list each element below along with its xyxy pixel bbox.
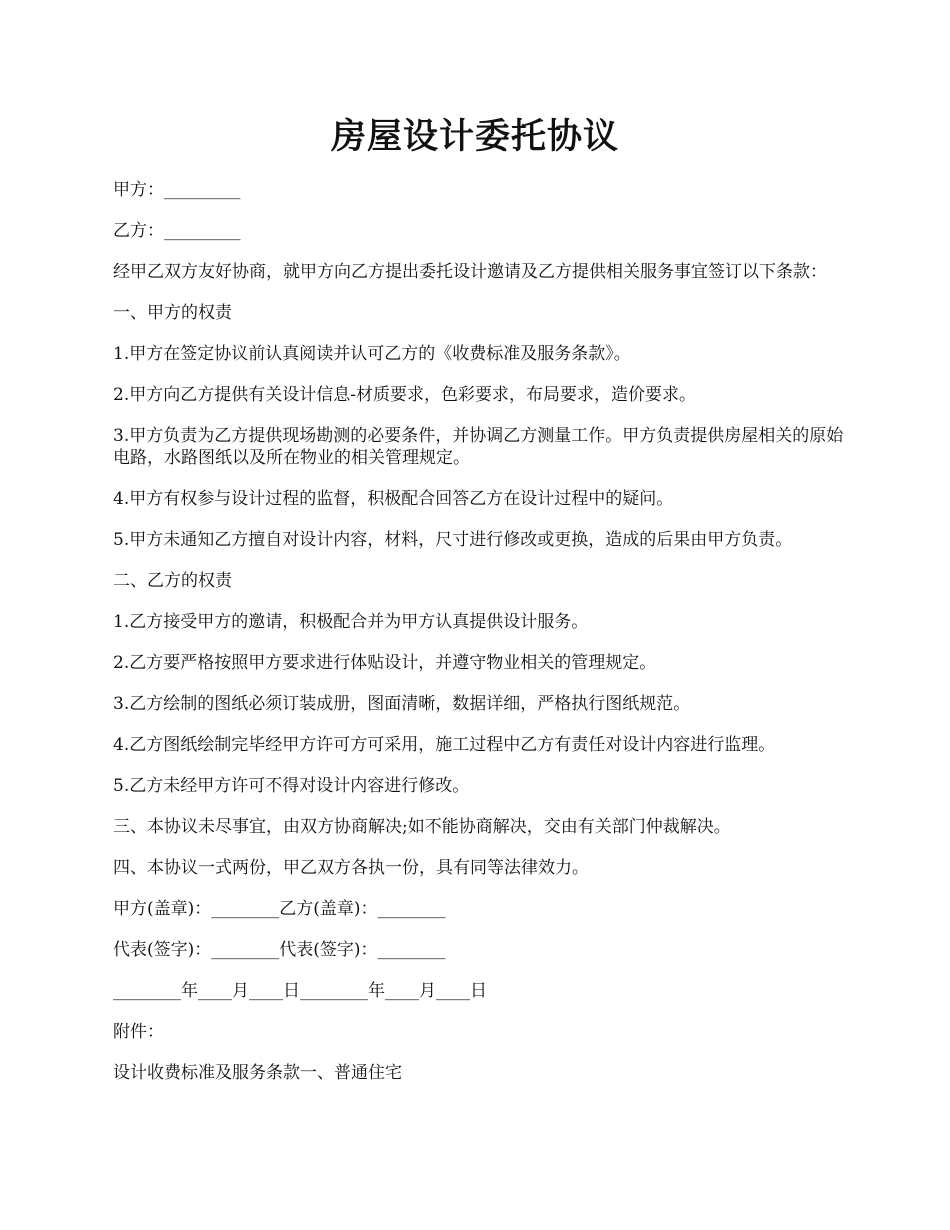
section-heading-party-b: 二、乙方的权责 <box>113 571 232 591</box>
clause-b-5: 5.乙方未经甲方许可不得对设计内容进行修改。 <box>113 776 470 796</box>
intro-paragraph: 经甲乙双方友好协商，就甲方向乙方提出委托设计邀请及乙方提供相关服务事宜签订以下条款： <box>113 262 827 282</box>
clause-b-4: 4.乙方图纸绘制完毕经甲方许可方可采用，施工过程中乙方有责任对设计内容进行监理。 <box>113 735 776 755</box>
attachment-title: 设计收费标准及服务条款一、普通住宅 <box>113 1063 402 1083</box>
document-title: 房屋设计委托协议 <box>330 116 619 157</box>
party-a-line: 甲方：_________ <box>113 180 241 200</box>
date-line: ________年____月____日________年____月____日 <box>113 981 487 1001</box>
clause-b-2: 2.乙方要严格按照甲方要求进行体贴设计，并遵守物业相关的管理规定。 <box>113 653 657 673</box>
attachment-label: 附件： <box>113 1022 164 1042</box>
clause-4: 四、本协议一式两份，甲乙双方各执一份，具有同等法律效力。 <box>113 858 589 878</box>
seal-line: 甲方(盖章)：________乙方(盖章)：________ <box>113 899 446 919</box>
clause-a-2: 2.甲方向乙方提供有关设计信息-材质要求，色彩要求，布局要求，造价要求。 <box>113 385 696 405</box>
party-b-line: 乙方：_________ <box>113 221 241 241</box>
clause-a-1: 1.甲方在签定协议前认真阅读并认可乙方的《收费标准及服务条款》。 <box>113 344 631 364</box>
clause-3: 三、本协议未尽事宜，由双方协商解决;如不能协商解决，交由有关部门仲裁解决。 <box>113 817 731 837</box>
signature-line: 代表(签字)：________代表(签字)：________ <box>113 940 446 960</box>
section-heading-party-a: 一、甲方的权责 <box>113 303 232 323</box>
document-body <box>113 179 848 1103</box>
clause-a-3: 3.甲方负责为乙方提供现场勘测的必要条件，并协调乙方测量工作。甲方负责提供房屋相关的原始电路，水路图纸以及所在物业的相关管理规定。 <box>113 426 844 468</box>
clause-b-3: 3.乙方绘制的图纸必须订装成册，图面清晰，数据详细，严格执行图纸规范。 <box>113 694 691 714</box>
clause-a-5: 5.甲方未通知乙方擅自对设计内容，材料，尺寸进行修改或更换，造成的后果由甲方负责。 <box>113 530 793 550</box>
clause-b-1: 1.乙方接受甲方的邀请，积极配合并为甲方认真提供设计服务。 <box>113 612 589 632</box>
clause-a-4: 4.甲方有权参与设计过程的监督，积极配合回答乙方在设计过程中的疑问。 <box>113 489 674 509</box>
